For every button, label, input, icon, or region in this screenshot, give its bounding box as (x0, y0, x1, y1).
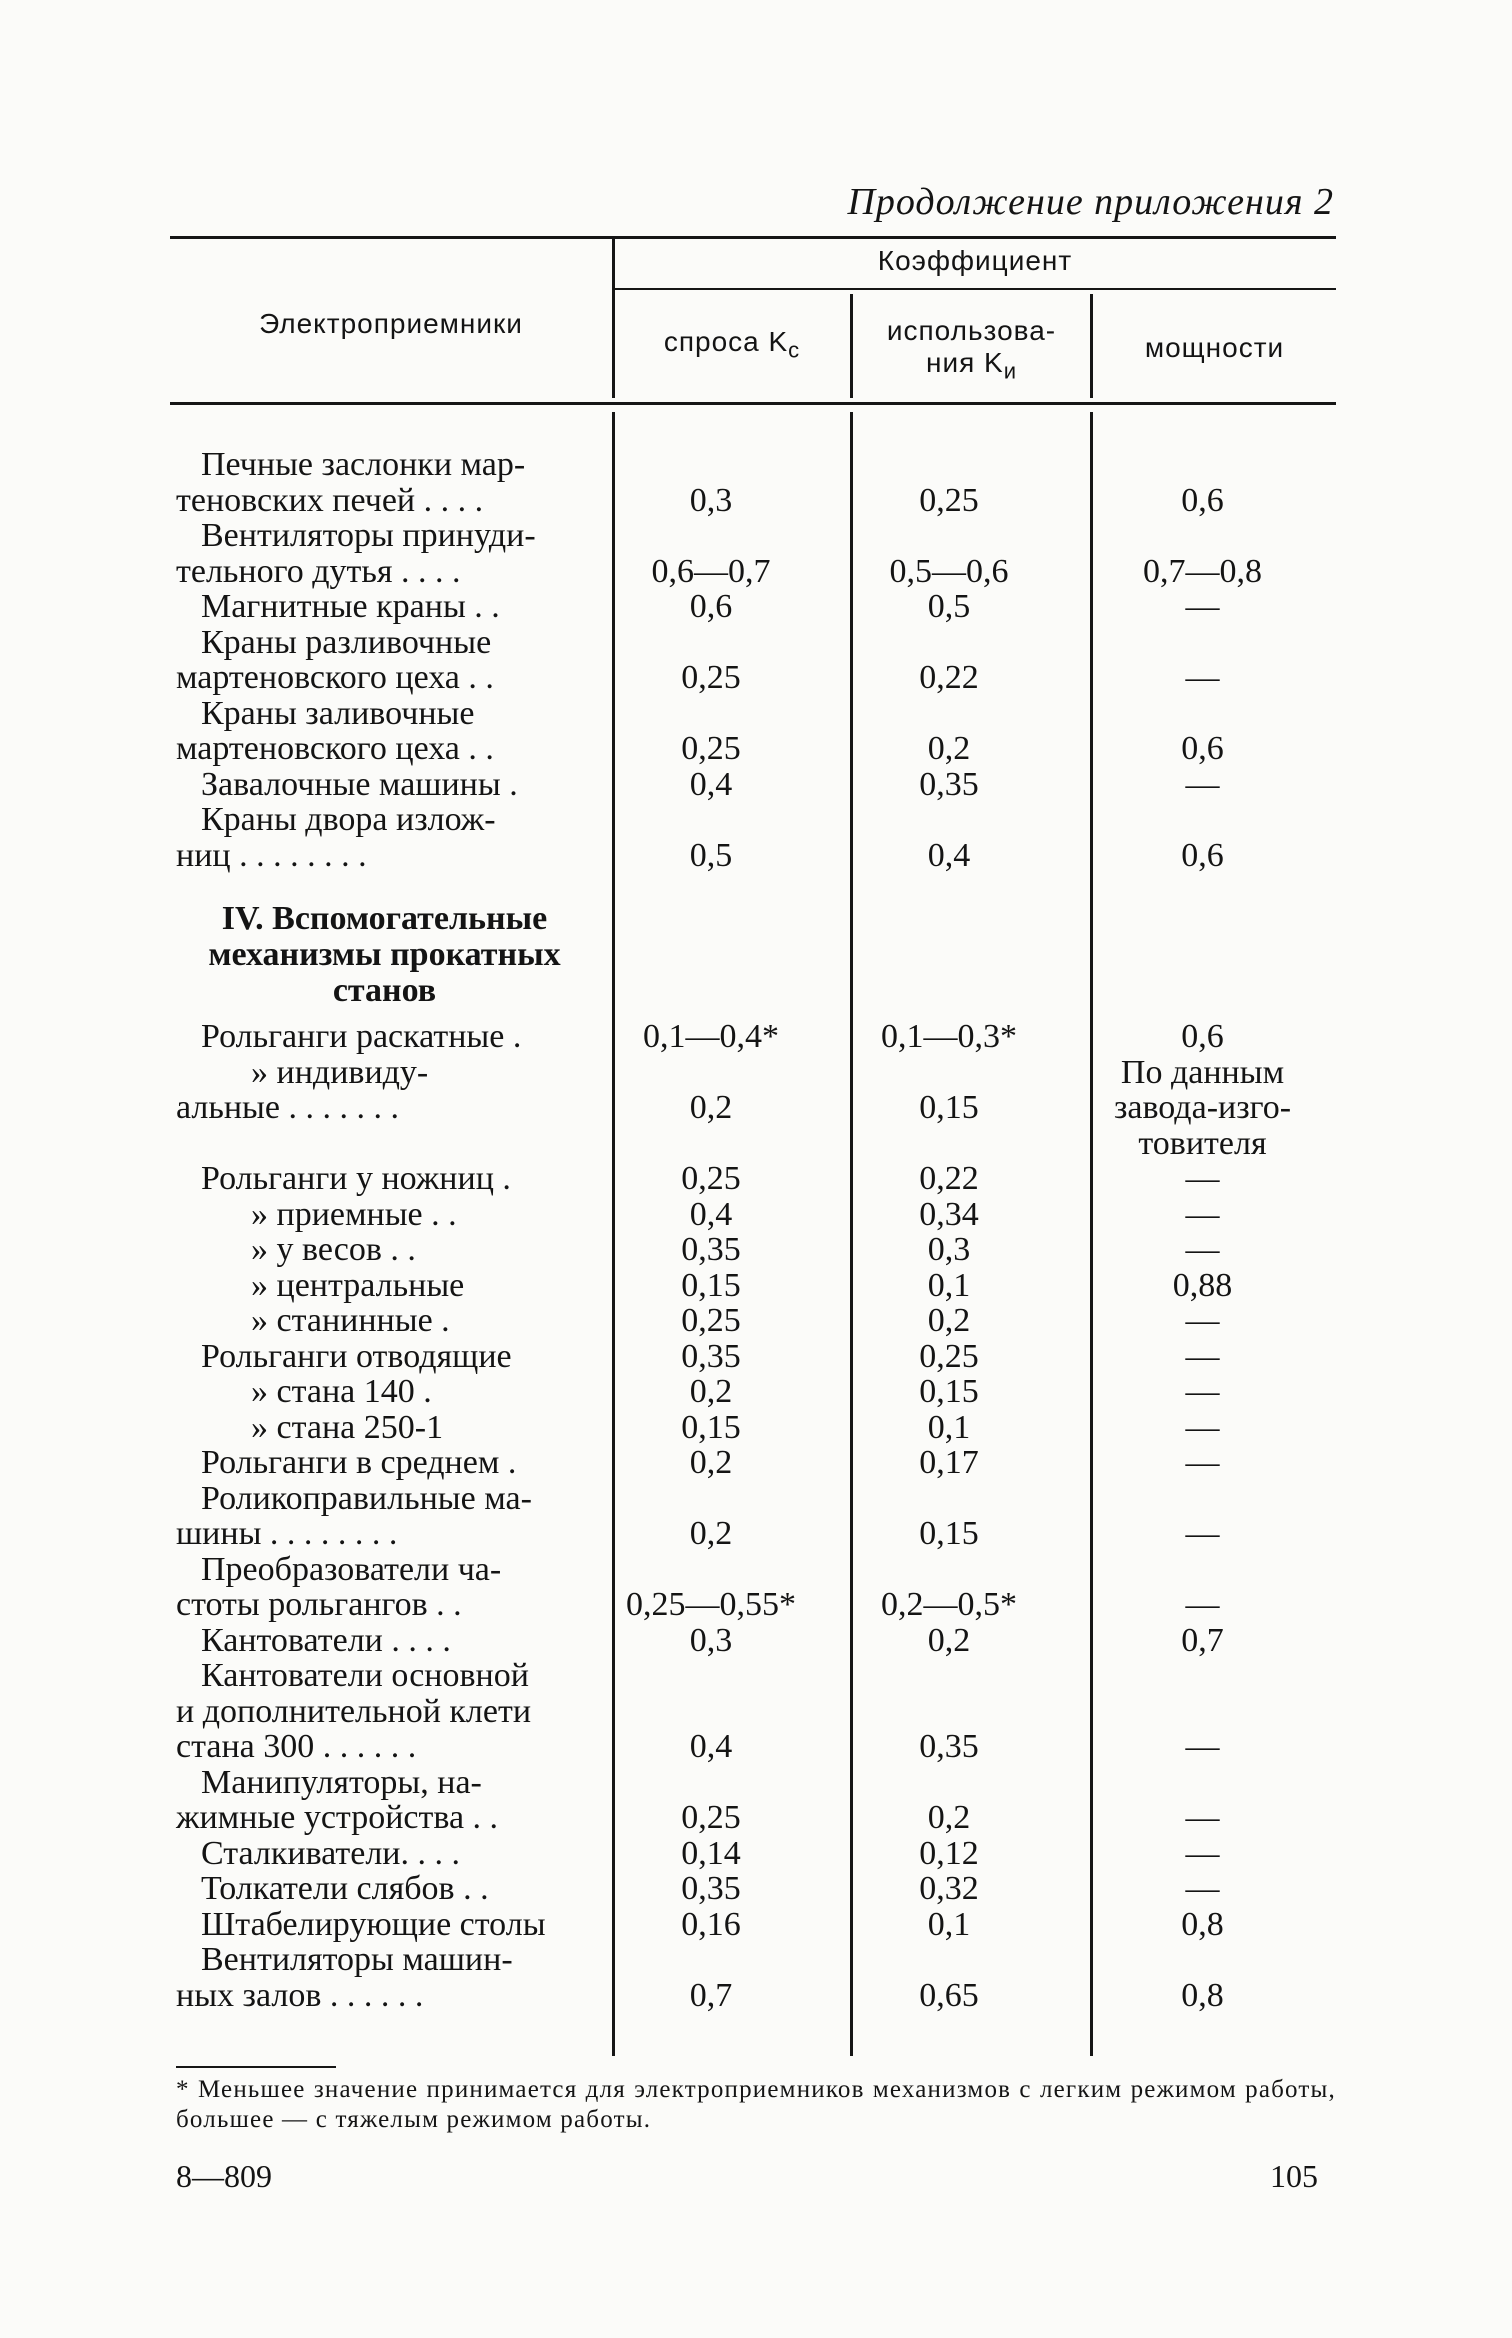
usage-cell: 0,65 (919, 1976, 979, 2014)
demand-cell: 0,35 (681, 1337, 741, 1375)
usage-cell: 0,2 (927, 1799, 971, 1836)
power-cell: — (1185, 659, 1220, 696)
receiver-line: Преобразователи ча- (201, 1550, 502, 1588)
table-row (176, 1765, 1336, 1836)
usage-cell: 0,4 (927, 836, 971, 874)
receiver-line: » индивиду- (251, 1053, 429, 1091)
receiver-cell (176, 1161, 593, 1197)
table-row (176, 1481, 1336, 1552)
receiver-cell (176, 1232, 593, 1268)
usage-cell: 0,1—0,3* (881, 1018, 1017, 1055)
receiver-cell (176, 625, 593, 696)
receiver-line: Краны заливочные (201, 694, 475, 732)
receiver-cell (176, 1445, 593, 1481)
receiver-line: Рольганги раскатные . (201, 1018, 522, 1055)
receiver-line: » приемные . . (251, 1195, 457, 1233)
usage-cell: 0,1 (927, 1905, 971, 1943)
table-top-rule (170, 236, 1336, 239)
receiver-line: тельного дутья . . . . (176, 552, 461, 590)
col-demand-label: спроса K (663, 326, 789, 357)
col-usage-line1: использова- (886, 315, 1057, 346)
col-receivers-header: Электроприемники (259, 308, 523, 339)
usage-cell: 0,1 (927, 1266, 971, 1304)
usage-cell: 0,35 (919, 765, 979, 803)
table-row (176, 1871, 1336, 1907)
demand-cell: 0,25 (681, 659, 741, 696)
usage-cell: 0,17 (919, 1444, 979, 1481)
receiver-line: ных залов . . . . . . (176, 1976, 424, 2014)
table-row (176, 447, 1336, 518)
table-row (176, 1658, 1336, 1765)
demand-cell: 0,6—0,7 (651, 552, 771, 590)
section-heading (176, 893, 593, 1019)
table-row (176, 802, 1336, 873)
receiver-cell (176, 1374, 593, 1410)
receiver-cell (176, 1623, 593, 1659)
demand-cell: 0,15 (681, 1408, 741, 1446)
receiver-cell (176, 1658, 593, 1765)
receiver-cell (176, 1268, 593, 1304)
demand-cell: 0,2 (689, 1089, 733, 1126)
table-row (176, 1374, 1336, 1410)
usage-cell: 0,12 (919, 1834, 979, 1872)
demand-cell: 0,2 (689, 1373, 733, 1410)
receiver-line: стана 300 . . . . . . (176, 1728, 417, 1765)
continuation-heading: Продолжение приложения 2 (847, 181, 1334, 223)
receiver-line: » стана 250-1 (251, 1408, 444, 1446)
table-row (176, 1552, 1336, 1623)
demand-cell: 0,2 (689, 1444, 733, 1481)
usage-cell: 0,5—0,6 (889, 552, 1009, 590)
power-cell (1069, 1055, 1336, 1162)
receiver-line: теновских печей . . . . (176, 481, 484, 519)
usage-cell: 0,22 (919, 659, 979, 696)
table-row (176, 589, 1336, 625)
usage-cell: 0,15 (919, 1373, 979, 1410)
power-cell: — (1185, 1515, 1220, 1552)
receiver-cell (176, 1765, 593, 1836)
receiver-cell (176, 802, 593, 873)
section-heading-line: механизмы прокатных (208, 936, 561, 973)
table-row (176, 1942, 1336, 2013)
power-note (1114, 1055, 1291, 1162)
table-row (176, 1623, 1336, 1659)
footnote: * Меньшее значение принимается для электроприемников механизмов с легким режимом работы, большее — с тяжелым режимом работы. (176, 2076, 1336, 2133)
table-row (176, 1232, 1336, 1268)
receiver-line: жимные устройства . . (176, 1799, 499, 1836)
table-row (176, 1161, 1336, 1197)
usage-cell: 0,1 (927, 1408, 971, 1446)
table-row (176, 625, 1336, 696)
power-cell: — (1185, 1337, 1220, 1375)
section-heading-line: станов (332, 972, 437, 1009)
usage-cell: 0,2 (927, 1621, 971, 1659)
usage-cell: 0,25 (919, 481, 979, 519)
power-cell: — (1185, 765, 1220, 803)
receiver-line: и дополнительной клети (176, 1692, 532, 1730)
receiver-cell (176, 1303, 593, 1339)
demand-cell: 0,7 (689, 1976, 733, 2014)
demand-cell: 0,35 (681, 1231, 741, 1268)
receiver-line: Толкатели слябов . . (201, 1870, 489, 1907)
receiver-line: Краны двора излож- (201, 801, 496, 838)
receiver-line: стоты рольгангов . . (176, 1586, 462, 1623)
table-row (176, 1019, 1336, 1055)
power-cell: — (1185, 1870, 1220, 1907)
power-cell: — (1185, 1728, 1220, 1765)
demand-cell: 0,25—0,55* (626, 1586, 796, 1623)
usage-cell: 0,3 (927, 1231, 971, 1268)
power-cell: 0,6 (1181, 836, 1224, 874)
power-cell: 0,6 (1181, 1018, 1224, 1055)
receiver-cell (176, 1836, 593, 1872)
usage-cell: 0,25 (919, 1337, 979, 1375)
demand-cell: 0,2 (689, 1515, 733, 1552)
receiver-cell (176, 518, 593, 589)
footnote-rule (176, 2066, 336, 2068)
usage-cell: 0,15 (919, 1089, 979, 1126)
demand-cell: 0,25 (681, 1302, 741, 1339)
receiver-line: » станинные . (251, 1302, 450, 1339)
receiver-line: ниц . . . . . . . . (176, 836, 367, 874)
table-row (176, 1303, 1336, 1339)
table-row (176, 1197, 1336, 1233)
col-demand-sub: c (788, 337, 801, 363)
demand-cell: 0,6 (689, 588, 733, 625)
receiver-cell (176, 1410, 593, 1446)
receiver-line: Кантователи . . . . (201, 1621, 451, 1659)
receiver-line: Манипуляторы, на- (201, 1763, 482, 1801)
receiver-cell (176, 589, 593, 625)
power-cell: — (1185, 1586, 1220, 1623)
receiver-line: Завалочные машины . (201, 765, 518, 803)
demand-cell: 0,3 (689, 481, 733, 519)
table-row (176, 1268, 1336, 1304)
receiver-line: » у весов . . (251, 1231, 416, 1268)
usage-cell: 0,2—0,5* (881, 1586, 1017, 1623)
receiver-line: Штабелирующие столы (201, 1905, 546, 1943)
receiver-line: Печные заслонки мар- (201, 446, 526, 483)
power-note-line: По данным (1120, 1053, 1285, 1091)
receiver-line: Рольганги отводящие (201, 1337, 512, 1375)
power-cell: — (1185, 1444, 1220, 1481)
section-heading-line: IV. Вспомогательные (221, 900, 548, 937)
table-row (176, 1410, 1336, 1446)
receiver-line: Рольганги у ножниц . (201, 1160, 511, 1197)
power-cell: — (1185, 1231, 1220, 1268)
receiver-cell (176, 447, 593, 518)
receiver-cell (176, 1339, 593, 1375)
usage-cell: 0,2 (927, 730, 971, 767)
power-cell: — (1185, 1799, 1220, 1836)
table-row (176, 696, 1336, 767)
receiver-cell (176, 767, 593, 803)
col-usage-header (853, 315, 1090, 388)
demand-cell: 0,35 (681, 1870, 741, 1907)
col-usage-line2-wrap (853, 347, 1090, 388)
power-cell: — (1185, 1302, 1220, 1339)
header-bottom-rule (170, 402, 1336, 405)
demand-cell: 0,16 (681, 1905, 741, 1943)
demand-cell: 0,4 (689, 765, 733, 803)
power-cell: 0,7 (1181, 1621, 1224, 1659)
coeff-sub-rule (614, 288, 1336, 290)
print-code: 8—809 (176, 2158, 272, 2194)
demand-cell: 0,14 (681, 1834, 741, 1872)
power-cell: 0,88 (1172, 1266, 1233, 1304)
receiver-line: » центральные (251, 1266, 465, 1304)
table-row (176, 1907, 1336, 1943)
table-row (176, 767, 1336, 803)
receiver-cell (176, 1907, 593, 1943)
receiver-line: альные . . . . . . . (176, 1089, 399, 1126)
demand-cell: 0,15 (681, 1266, 741, 1304)
table-row (176, 1836, 1336, 1872)
receiver-line: Вентиляторы принуди- (201, 517, 536, 554)
demand-cell: 0,25 (681, 1160, 741, 1197)
table-row (176, 1339, 1336, 1375)
usage-cell: 0,32 (919, 1870, 979, 1907)
demand-cell: 0,3 (689, 1621, 733, 1659)
col-usage-sub: и (1003, 358, 1018, 384)
demand-cell: 0,4 (689, 1195, 733, 1233)
receiver-cell (176, 1942, 593, 2013)
power-note-line: товителя (1138, 1124, 1267, 1162)
page-number: 105 (1270, 2158, 1318, 2194)
demand-cell: 0,25 (681, 1799, 741, 1836)
usage-cell: 0,5 (927, 588, 971, 625)
demand-cell: 0,5 (689, 836, 733, 874)
receiver-line: Сталкиватели. . . . (201, 1834, 461, 1872)
receiver-cell (176, 1871, 593, 1907)
table-body (176, 447, 1336, 2013)
col-coeff-header: Коэффициент (877, 245, 1073, 276)
power-cell: 0,8 (1181, 1976, 1224, 2014)
usage-cell: 0,35 (919, 1728, 979, 1765)
power-cell: — (1185, 1834, 1220, 1872)
power-cell: 0,7—0,8 (1143, 552, 1262, 590)
receiver-line: » стана 140 . (251, 1373, 432, 1410)
receiver-cell (176, 696, 593, 767)
receiver-line: Кантователи основной (201, 1657, 529, 1694)
receiver-line: Краны разливочные (201, 623, 492, 661)
power-note-line: завода-изго- (1113, 1089, 1292, 1126)
power-cell: — (1185, 1195, 1220, 1233)
receiver-cell (176, 1197, 593, 1233)
table-row (176, 518, 1336, 589)
receiver-line: Магнитные краны . . (201, 588, 500, 625)
power-cell: 0,6 (1181, 481, 1224, 519)
receiver-line: мартеновского цеха . . (176, 730, 494, 767)
power-cell: — (1185, 588, 1220, 625)
col-demand-header (614, 326, 850, 367)
table-row (176, 1055, 1336, 1162)
demand-cell: 0,4 (689, 1728, 733, 1765)
usage-cell: 0,15 (919, 1515, 979, 1552)
usage-cell: 0,34 (919, 1195, 979, 1233)
usage-cell: 0,2 (927, 1302, 971, 1339)
receiver-line: мартеновского цеха . . (176, 659, 494, 696)
receiver-line: Роликоправильные ма- (201, 1479, 532, 1517)
receiver-cell (176, 1055, 593, 1162)
demand-cell: 0,25 (681, 730, 741, 767)
receiver-line: Рольганги в среднем . (201, 1444, 517, 1481)
power-cell: 0,6 (1181, 730, 1224, 767)
receiver-cell (176, 1481, 593, 1552)
demand-cell: 0,1—0,4* (643, 1018, 779, 1055)
table-row (176, 1445, 1336, 1481)
col-usage-line2: ния K (925, 347, 1004, 378)
col-power-header: мощности (1144, 332, 1285, 363)
power-cell: — (1185, 1373, 1220, 1410)
receiver-cell (176, 1019, 593, 1055)
receiver-cell (176, 1552, 593, 1623)
receiver-line: Вентиляторы машин- (201, 1941, 513, 1978)
power-cell: 0,8 (1181, 1905, 1224, 1943)
usage-cell: 0,22 (919, 1160, 979, 1197)
power-cell: — (1185, 1408, 1220, 1446)
power-cell: — (1185, 1160, 1220, 1197)
receiver-line: шины . . . . . . . . (176, 1515, 398, 1552)
